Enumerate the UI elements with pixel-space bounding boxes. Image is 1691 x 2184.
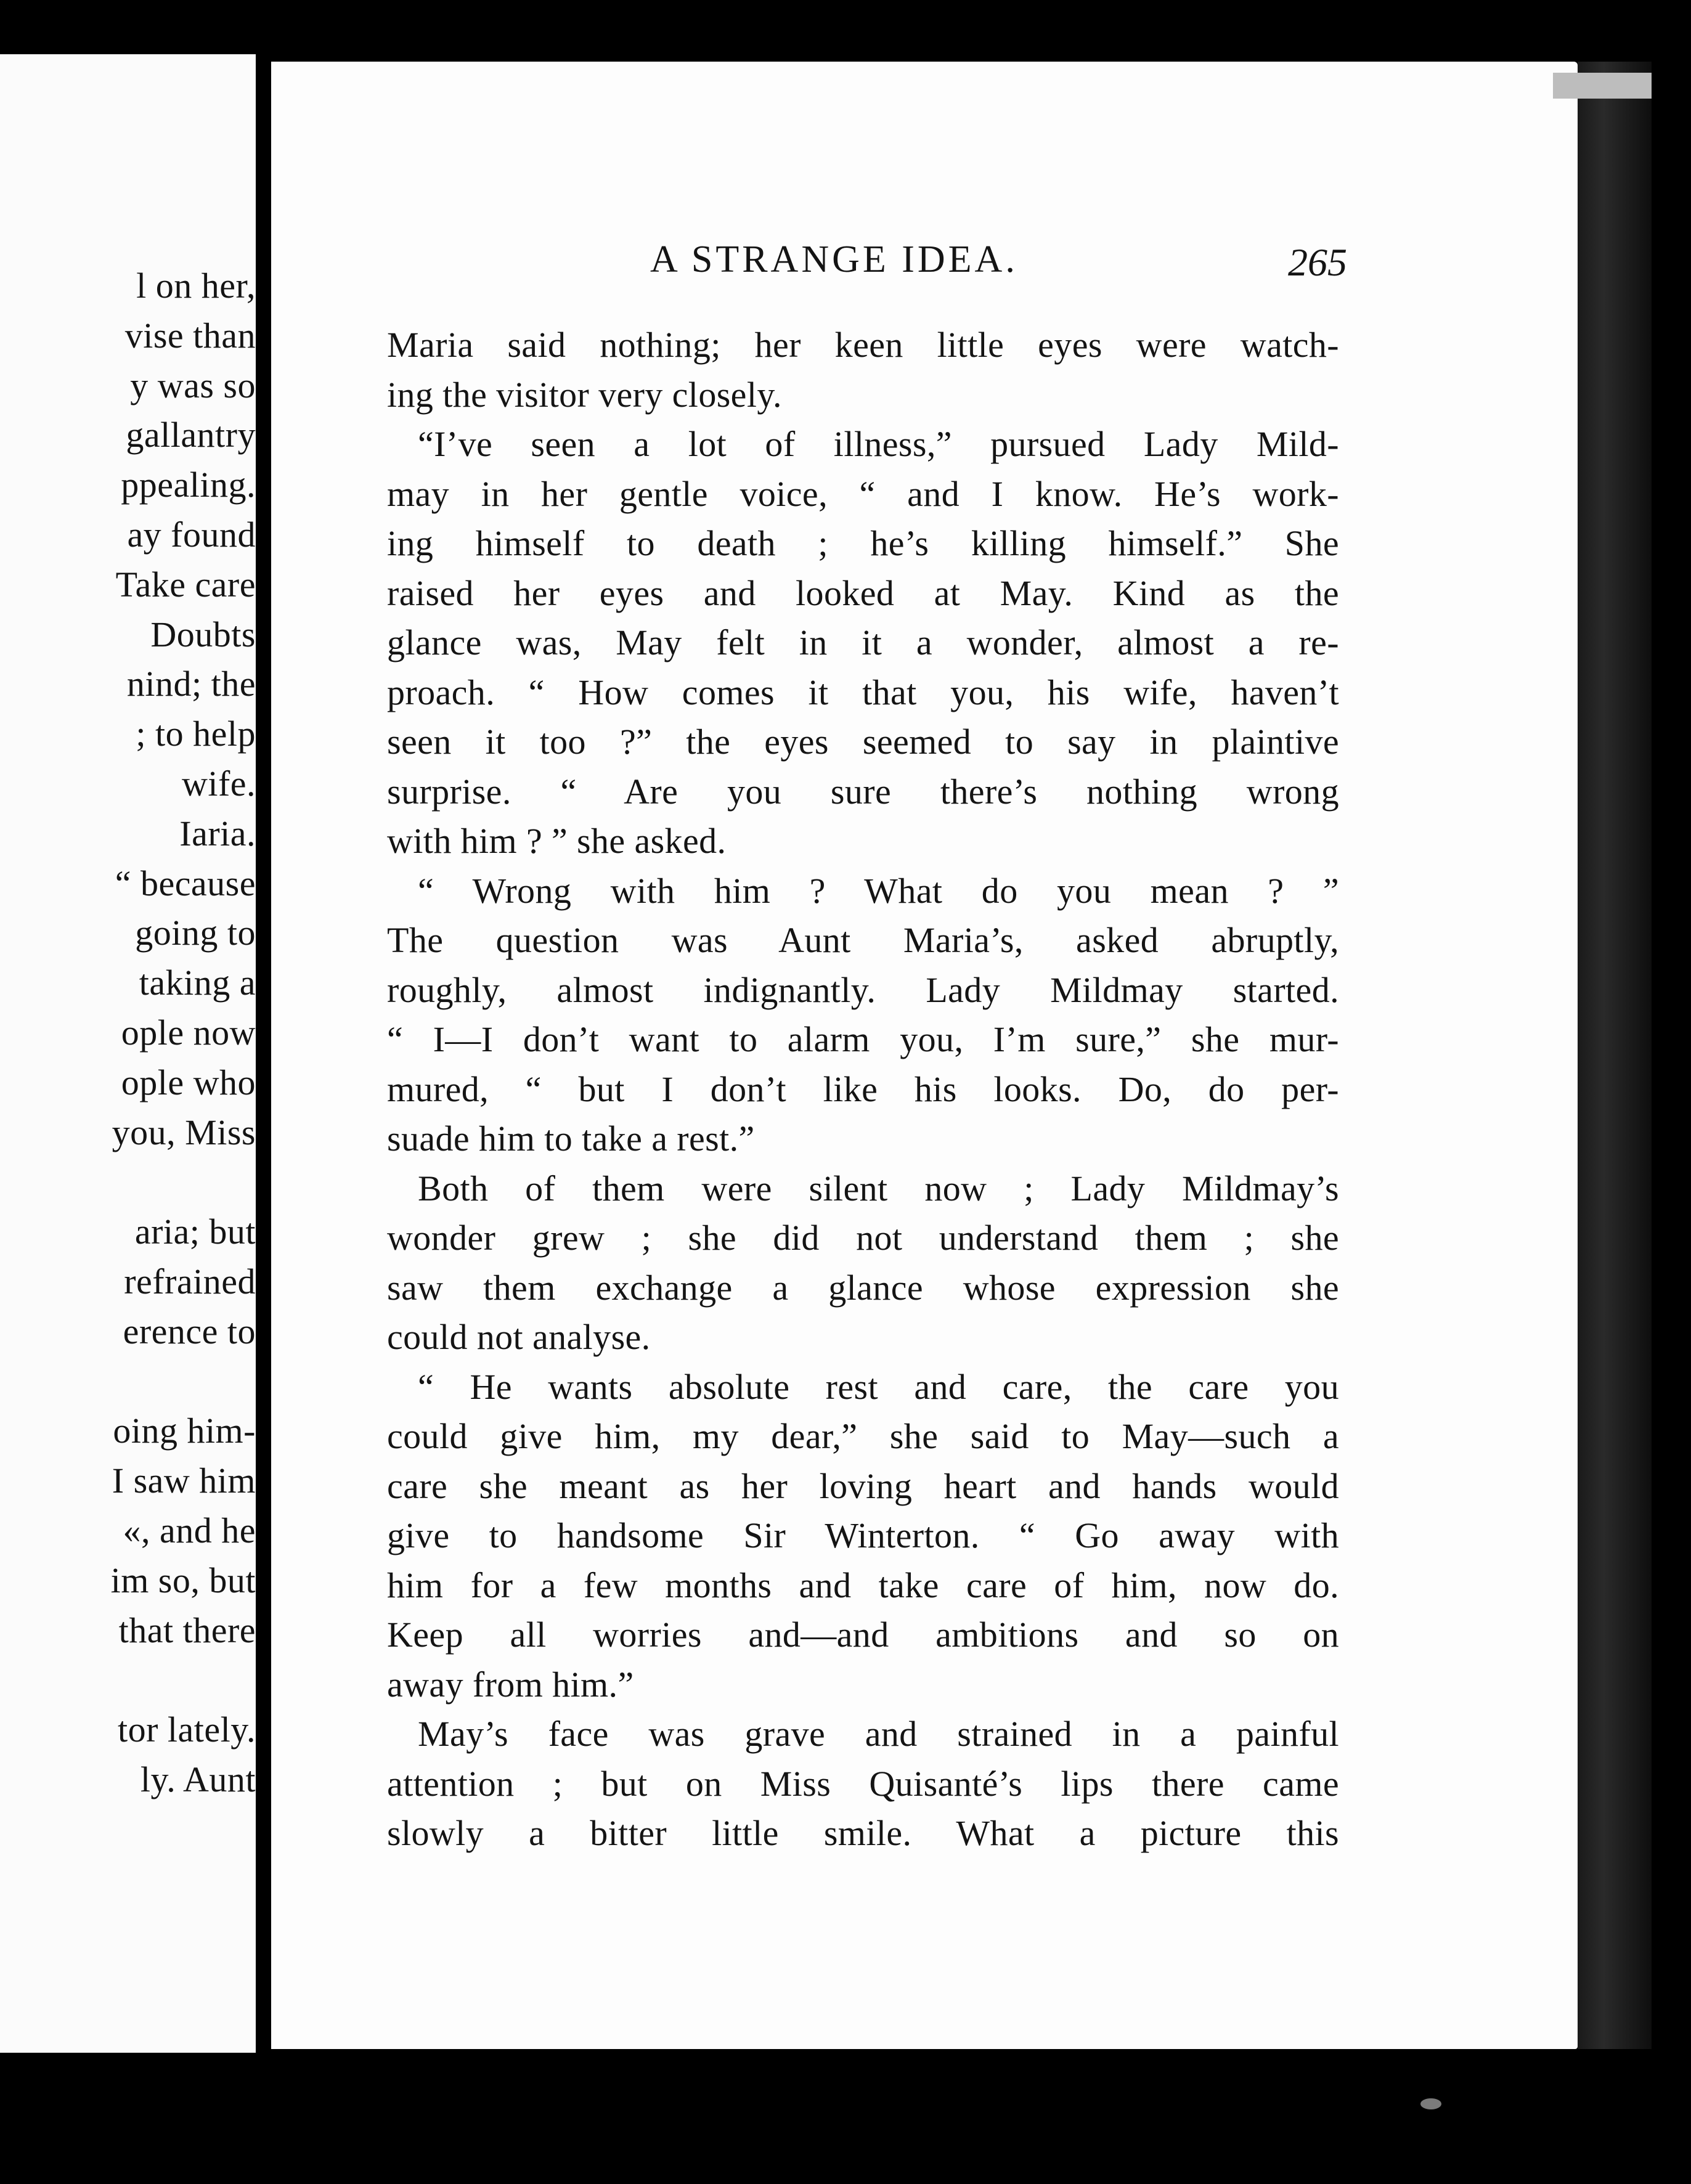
text-line: give to handsome Sir Winterton. “ Go away with — [387, 1515, 1339, 1555]
text-line: Keep all worries and—and ambitions and so on — [387, 1615, 1339, 1655]
text-line: glance was, May felt in it a wonder, almost a re- — [387, 622, 1339, 662]
text-line: could not analyse. — [387, 1317, 651, 1357]
text-line: “ I—I don’t want to alarm you, I’m sure,” she mur- — [387, 1019, 1339, 1059]
text-line: suade him to take a rest.” — [387, 1118, 755, 1159]
text-line: attention ; but on Miss Quisanté’s lips there came — [387, 1763, 1339, 1804]
text-line: slowly a bitter little smile. What a picture this — [387, 1813, 1339, 1853]
left-page-line: refrained — [124, 1261, 256, 1302]
text-line: proach. “ How comes it that you, his wife, haven’t — [387, 672, 1339, 712]
text-line: him for a few months and take care of him, now do. — [387, 1565, 1339, 1605]
left-page-line: nind; the — [126, 664, 256, 704]
text-line: Maria said nothing; her keen little eyes were watch- — [387, 325, 1339, 365]
ink-smudge — [1420, 2098, 1441, 2109]
body-text — [387, 320, 1339, 1859]
text-line: “ Wrong with him ? What do you mean ? ” — [418, 870, 1339, 911]
text-line: “ He wants absolute rest and care, the care you — [418, 1366, 1339, 1407]
text-line: Both of them were silent now ; Lady Mildmay’s — [418, 1168, 1339, 1208]
left-page-line: you, Miss — [112, 1112, 256, 1152]
left-page-line: vise than — [124, 315, 256, 356]
left-page-line: ly. Aunt — [140, 1759, 256, 1799]
left-page-line: Take care — [115, 564, 256, 605]
left-page-line: going to — [135, 913, 256, 953]
text-line: May’s face was grave and strained in a painful — [418, 1714, 1339, 1754]
text-line: seen it too ?” the eyes seemed to say in plaintive — [387, 722, 1339, 762]
left-page-line: ople who — [121, 1062, 256, 1102]
text-line: surprise. “ Are you sure there’s nothing wrong — [387, 771, 1339, 812]
left-page-line: ople now — [121, 1013, 256, 1053]
previous-page — [0, 54, 256, 2053]
left-page-line: wife. — [181, 764, 256, 804]
left-page-line: l on her, — [136, 266, 256, 306]
text-line: with him ? ” she asked. — [387, 821, 727, 861]
left-page-line: y was so — [130, 365, 256, 405]
text-line: wonder grew ; she did not understand them ; she — [387, 1218, 1339, 1258]
page-edge — [1578, 62, 1652, 2049]
text-line: roughly, almost indignantly. Lady Mildmay started. — [387, 969, 1339, 1010]
left-page-line: ; to help — [136, 714, 256, 754]
left-page-line: im so, but — [110, 1560, 256, 1600]
left-page-line: oing him- — [113, 1411, 256, 1451]
left-page-line: ay found — [127, 515, 256, 555]
left-page-line: “ because — [115, 863, 256, 903]
text-line: away from him.” — [387, 1664, 634, 1705]
text-line: “I’ve seen a lot of illness,” pursued Lady Mild- — [418, 424, 1339, 464]
left-page-line: Doubts — [150, 614, 256, 654]
left-page-line: «, and he — [123, 1510, 256, 1550]
text-line: could give him, my dear,” she said to May—such a — [387, 1416, 1339, 1456]
text-line: may in her gentle voice, “ and I know. He’s work- — [387, 473, 1339, 514]
left-page-line: I saw him — [112, 1461, 256, 1501]
text-line: care she meant as her loving heart and hands would — [387, 1465, 1339, 1506]
running-head: A STRANGE IDEA. — [650, 238, 1018, 280]
text-line: saw them exchange a glance whose expression she — [387, 1267, 1339, 1308]
page-number: 265 — [1288, 240, 1347, 284]
left-page-line: tor lately. — [118, 1709, 256, 1750]
text-line: mured, “ but I don’t like his looks. Do, do per- — [387, 1069, 1339, 1109]
text-line: ing himself to death ; he’s killing himself.” She — [387, 523, 1339, 563]
page-edge-highlight — [1553, 73, 1652, 99]
left-page-line: ppealing. — [121, 465, 256, 505]
left-page-line: aria; but — [134, 1212, 256, 1252]
left-page-line: erence to — [123, 1311, 256, 1351]
text-line: ing the visitor very closely. — [387, 374, 782, 415]
text-line: The question was Aunt Maria’s, asked abruptly, — [387, 920, 1339, 960]
book-gutter — [256, 54, 264, 2053]
left-page-line: gallantry — [126, 415, 256, 455]
text-line: raised her eyes and looked at May. Kind as the — [387, 572, 1339, 613]
left-page-line: taking a — [139, 963, 256, 1003]
left-page-line: that there — [118, 1610, 256, 1650]
left-page-line: Iaria. — [179, 813, 256, 854]
